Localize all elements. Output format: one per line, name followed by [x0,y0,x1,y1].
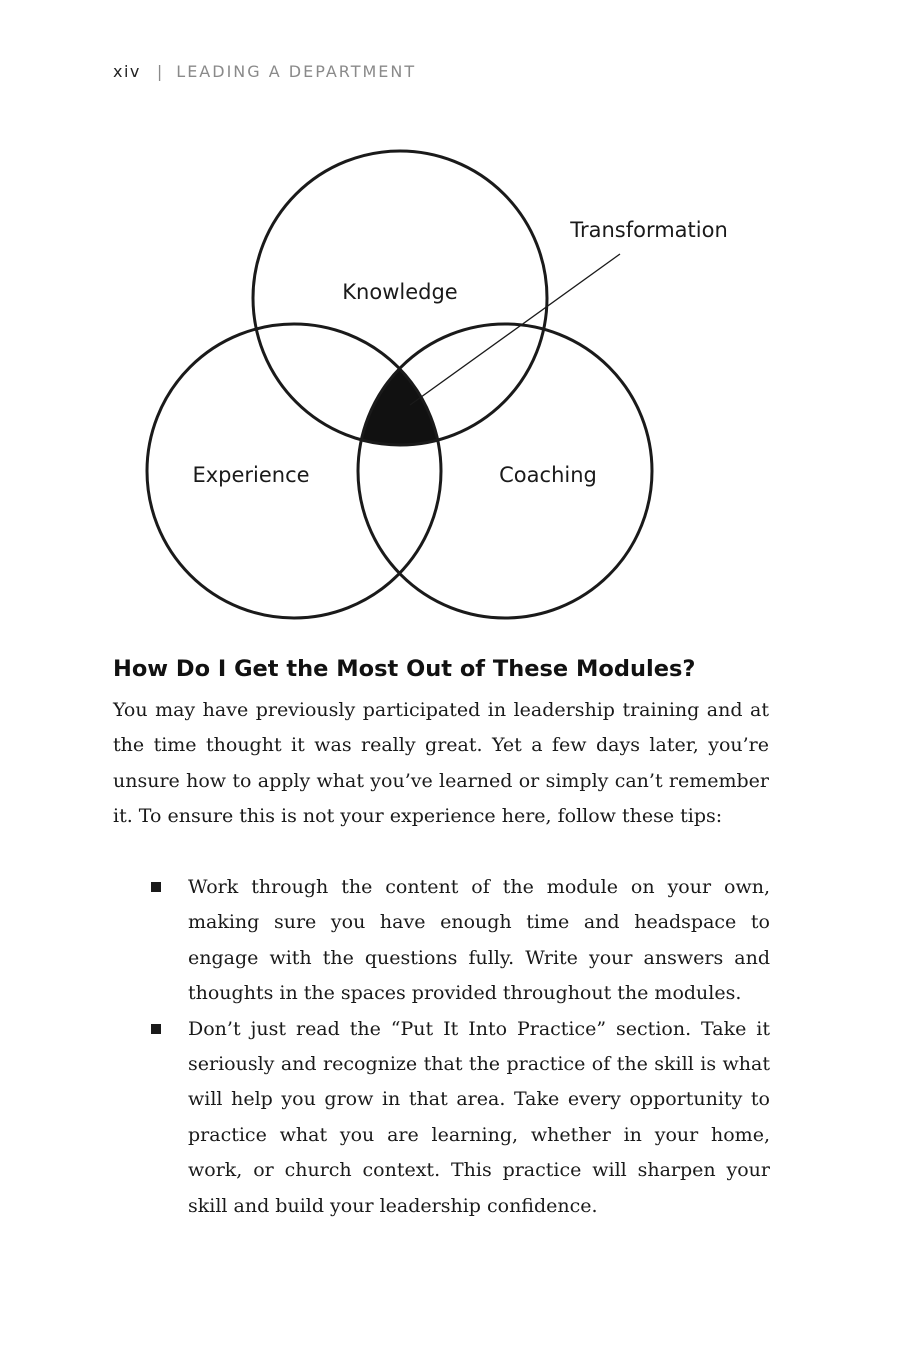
venn-diagram [0,0,900,640]
running-head-separator: | [156,62,165,81]
coaching-label: Coaching [499,463,597,487]
running-head-title: LEADING A DEPARTMENT [176,62,417,81]
tips-list [150,870,770,1224]
square-bullet-icon [151,882,161,892]
experience-label: Experience [192,463,310,487]
transformation-label: Transformation [570,218,728,242]
tip-text: Work through the content of the module on your own, making sure you have enough time and headspace to engage with the questions fully. Write your answers and thoughts in the spaces provided throughout the modules. [188,876,770,1005]
section-heading: How Do I Get the Most Out of These Modules? [113,656,696,682]
tip-text: Don’t just read the “Put It Into Practice” section. Take it seriously and recognize that the practice of the skill is what will help you grow in that area. Take every opportunity to practice what you are learning, whether in your home, work, or church context. This practice will sharpen your skill and build your leadership confidence. [188,1017,770,1217]
intro-paragraph: You may have previously participated in leadership training and at the time thought it was really great. Yet a few days later, you’re unsure how to apply what you’ve learned or simply can’t remember it. To ensure this is not your experience here, follow these tips: [113,699,769,828]
page-number: xiv [113,62,141,81]
knowledge-label: Knowledge [342,280,458,304]
list-item [150,1012,770,1224]
callout-leader-line [410,254,620,405]
list-item [150,870,770,1012]
square-bullet-icon [151,1024,161,1034]
